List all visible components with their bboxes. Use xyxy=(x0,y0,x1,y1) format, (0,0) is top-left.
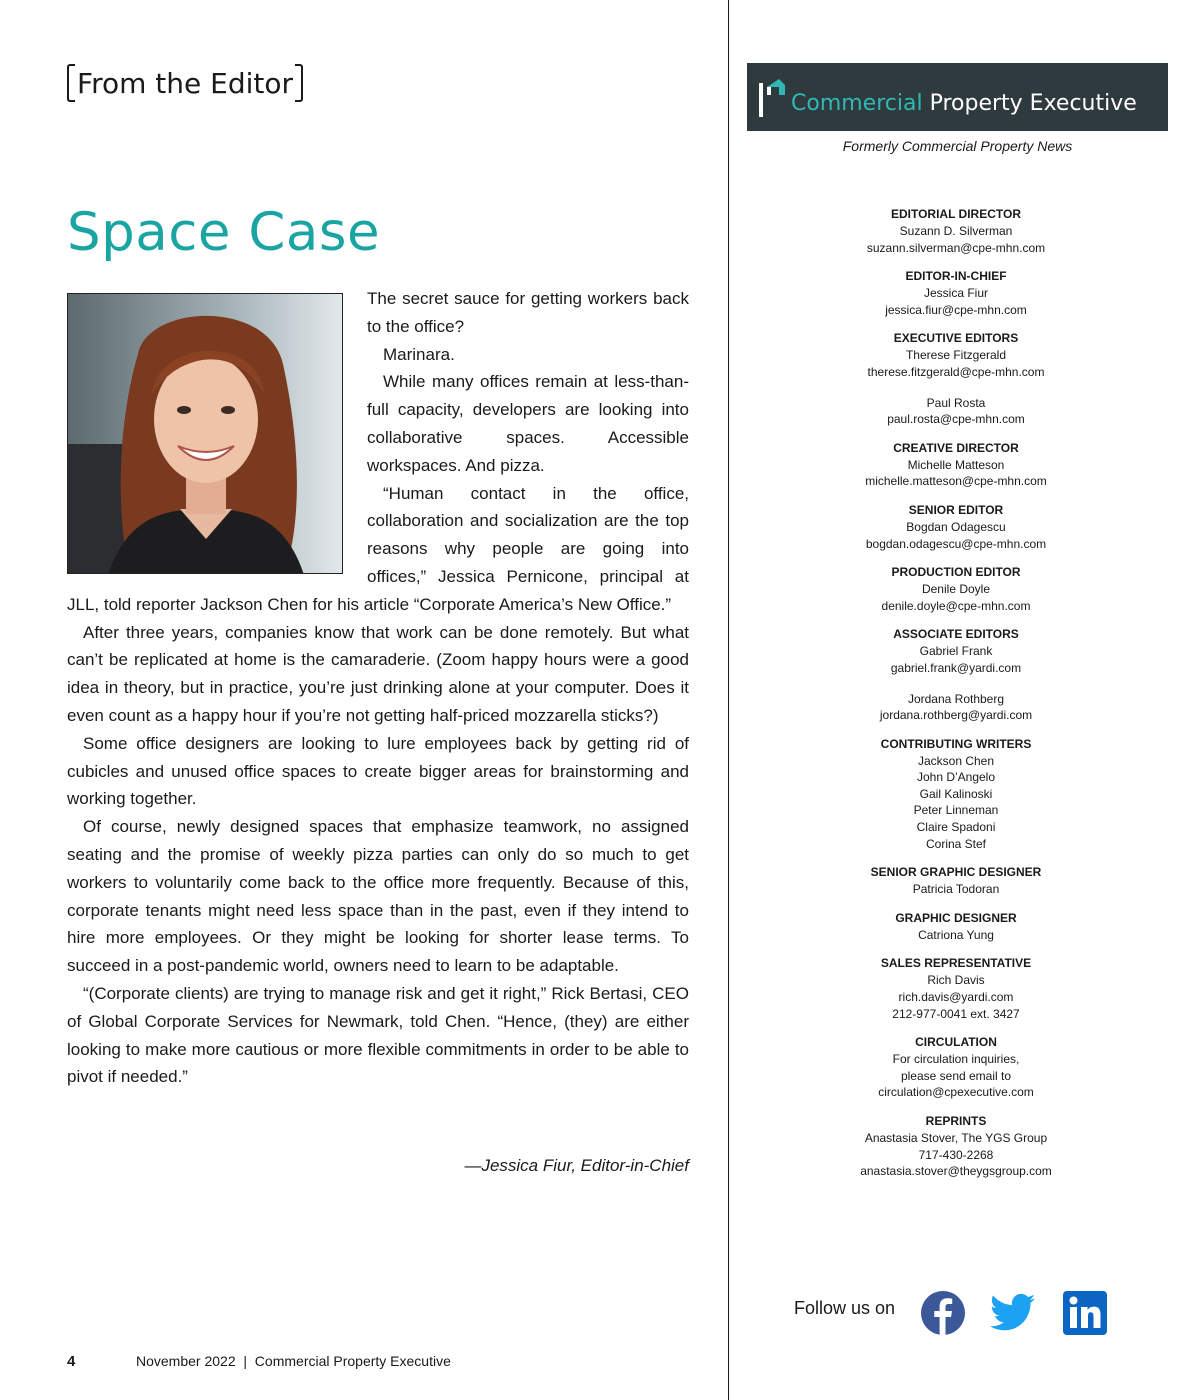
masthead-email[interactable]: jessica.fiur@cpe-mhn.com xyxy=(885,302,1027,317)
logo-rest: Property Executive xyxy=(922,90,1137,116)
masthead-line: Catriona Yung xyxy=(918,927,994,942)
article-paragraph: While many offices remain at less-than-full capacity, developers are looking into collaborative spaces. Accessible workspaces. And pizza. xyxy=(367,372,689,475)
masthead-group xyxy=(846,206,1066,256)
logo-mark-icon xyxy=(757,77,787,117)
masthead-line: Suzann D. Silverman xyxy=(899,224,1013,238)
bracket-right xyxy=(295,64,303,102)
masthead-group xyxy=(846,440,1066,490)
masthead-line: Gabriel Frank xyxy=(919,644,993,659)
masthead-line: Corina Stef xyxy=(925,836,987,851)
article-paragraph: The secret sauce for getting workers back to the office? xyxy=(367,289,689,336)
masthead-email[interactable]: bogdan.odagescu@cpe-mhn.com xyxy=(865,536,1047,551)
masthead-group xyxy=(846,864,1066,898)
masthead-role: SENIOR EDITOR xyxy=(908,502,1004,517)
masthead-line: Michelle Matteson xyxy=(907,457,1005,472)
masthead-group xyxy=(846,268,1066,318)
masthead-email[interactable]: circulation@cpexecutive.com xyxy=(878,1085,1034,1100)
masthead-group xyxy=(846,502,1066,552)
masthead-email[interactable]: michelle.matteson@cpe-mhn.com xyxy=(865,474,1047,489)
masthead-line: Rich Davis xyxy=(927,973,985,988)
masthead-line: Patricia Todoran xyxy=(912,882,1000,897)
logo-accent-word: Commercial xyxy=(791,90,923,116)
masthead-email[interactable]: paul.rosta@cpe-mhn.com xyxy=(887,412,1025,427)
masthead-group xyxy=(846,564,1066,614)
article-paragraph: “(Corporate clients) are trying to manage risk and get it right,” Rick Bertasi, CEO of Global Corporate Services for Newmark, told Chen. “Hence, (they) are either looking to make more cautious or more flexible commitments in order to be able to pivot if needed.” xyxy=(67,983,689,1087)
masthead xyxy=(846,206,1066,1192)
masthead-line: Jackson Chen xyxy=(917,753,995,768)
masthead-role: GRAPHIC DESIGNER xyxy=(895,910,1017,925)
masthead-email[interactable]: suzann.silverman@cpe-mhn.com xyxy=(866,240,1046,255)
masthead-line: Bogdan Odagescu xyxy=(906,519,1006,534)
masthead-group xyxy=(846,955,1066,1022)
section-label xyxy=(67,64,303,102)
masthead-gap xyxy=(846,381,1066,395)
twitter-icon[interactable] xyxy=(990,1290,1036,1336)
article-paragraph: After three years, companies know that work can be done remotely. But what can’t be replicated at home is the camaraderie. (Zoom happy hours were a good idea in theory, but in practice, you’re just drinking alone at your computer. Does it even count as a happy hour if you’re not getting half-priced mozzarella sticks?) xyxy=(67,622,689,725)
linkedin-icon[interactable] xyxy=(1062,1290,1108,1336)
column-divider xyxy=(728,0,729,1400)
masthead-line: Therese Fitzgerald xyxy=(905,348,1007,363)
masthead-role: EXECUTIVE EDITORS xyxy=(893,331,1019,346)
masthead-group xyxy=(846,1113,1066,1180)
editor-photo xyxy=(67,293,343,574)
article-paragraph: Marinara. xyxy=(383,344,455,364)
logo-text xyxy=(791,91,1137,116)
masthead-line: Jordana Rothberg xyxy=(907,691,1005,706)
masthead-line: Claire Spadoni xyxy=(916,820,996,835)
masthead-line: Denile Doyle xyxy=(921,582,991,597)
masthead-phone: 212-977-0041 ext. 3427 xyxy=(892,1006,1020,1021)
masthead-line: Gail Kalinoski xyxy=(919,786,993,801)
masthead-line: please send email to xyxy=(900,1068,1012,1083)
follow-us-label: Follow us on xyxy=(794,1298,896,1318)
masthead-line: John D’Angelo xyxy=(916,770,996,785)
masthead-role: REPRINTS xyxy=(925,1114,987,1128)
masthead-gap xyxy=(846,677,1066,691)
article-body xyxy=(67,285,689,1091)
masthead-line: Jessica Fiur xyxy=(923,286,988,301)
masthead-group xyxy=(846,330,1066,427)
masthead-group xyxy=(846,910,1066,944)
publication-logo xyxy=(747,63,1168,131)
masthead-role: SENIOR GRAPHIC DESIGNER xyxy=(870,865,1042,880)
facebook-icon[interactable] xyxy=(920,1290,966,1336)
masthead-email[interactable]: therese.fitzgerald@cpe-mhn.com xyxy=(867,364,1045,379)
masthead-email[interactable]: denile.doyle@cpe-mhn.com xyxy=(881,598,1031,613)
formerly-tagline: Formerly Commercial Property News xyxy=(842,138,1073,154)
masthead-email[interactable]: gabriel.frank@yardi.com xyxy=(890,660,1022,675)
article-paragraph: “Human contact in the office, collaboration and socialization are the top reasons why people are going into offices,” Jessica Pernicone, principal at JLL, told reporter Jackson Chen for his article “Corporate America’s New Office.” xyxy=(67,483,689,614)
masthead-group xyxy=(846,1034,1066,1101)
masthead-role: EDITORIAL DIRECTOR xyxy=(890,207,1021,221)
masthead-email[interactable]: jordana.rothberg@yardi.com xyxy=(879,708,1033,723)
masthead-role: ASSOCIATE EDITORS xyxy=(893,627,1019,642)
article-paragraph: Of course, newly designed spaces that emphasize teamwork, no assigned seating and the promise of weekly pizza parties can only do so much to get workers to voluntarily come back to the office more frequently. Because of this, corporate tenants might need less space than in the past, even if they intend to hire more employees. Or they might be looking for shorter lease terms. To succeed in a post-pandemic world, owners need to learn to be adaptable. xyxy=(67,817,689,976)
article-paragraph: Some office designers are looking to lure employees back by getting rid of cubicles and unused office spaces to create bigger areas for brainstorming and working together. xyxy=(67,733,689,809)
bracket-left xyxy=(67,64,75,102)
masthead-role: CIRCULATION xyxy=(915,1035,997,1050)
masthead-line: Anastasia Stover, The YGS Group xyxy=(864,1131,1048,1145)
masthead-phone: 717-430-2268 xyxy=(918,1147,994,1162)
masthead-email[interactable]: anastasia.stover@theygsgroup.com xyxy=(860,1164,1052,1179)
page-number: 4 xyxy=(67,1353,76,1370)
masthead-line: Peter Linneman xyxy=(913,803,999,818)
masthead-role: EDITOR-IN-CHIEF xyxy=(905,269,1007,284)
masthead-line: Paul Rosta xyxy=(926,395,986,410)
masthead-group xyxy=(846,736,1066,853)
issue-line: November 2022 | Commercial Property Executive xyxy=(136,1353,451,1369)
masthead-role: PRODUCTION EDITOR xyxy=(891,565,1021,580)
masthead-role: SALES REPRESENTATIVE xyxy=(880,956,1032,971)
signoff: —Jessica Fiur, Editor-in-Chief xyxy=(464,1156,689,1175)
masthead-email[interactable]: rich.davis@yardi.com xyxy=(898,990,1014,1005)
masthead-group xyxy=(846,626,1066,723)
editor-portrait xyxy=(68,294,343,574)
masthead-role: CONTRIBUTING WRITERS xyxy=(880,736,1032,751)
headline: Space Case xyxy=(67,202,381,263)
masthead-line: For circulation inquiries, xyxy=(892,1052,1020,1067)
masthead-role: CREATIVE DIRECTOR xyxy=(893,440,1019,455)
section-label-text: From the Editor xyxy=(77,66,293,100)
